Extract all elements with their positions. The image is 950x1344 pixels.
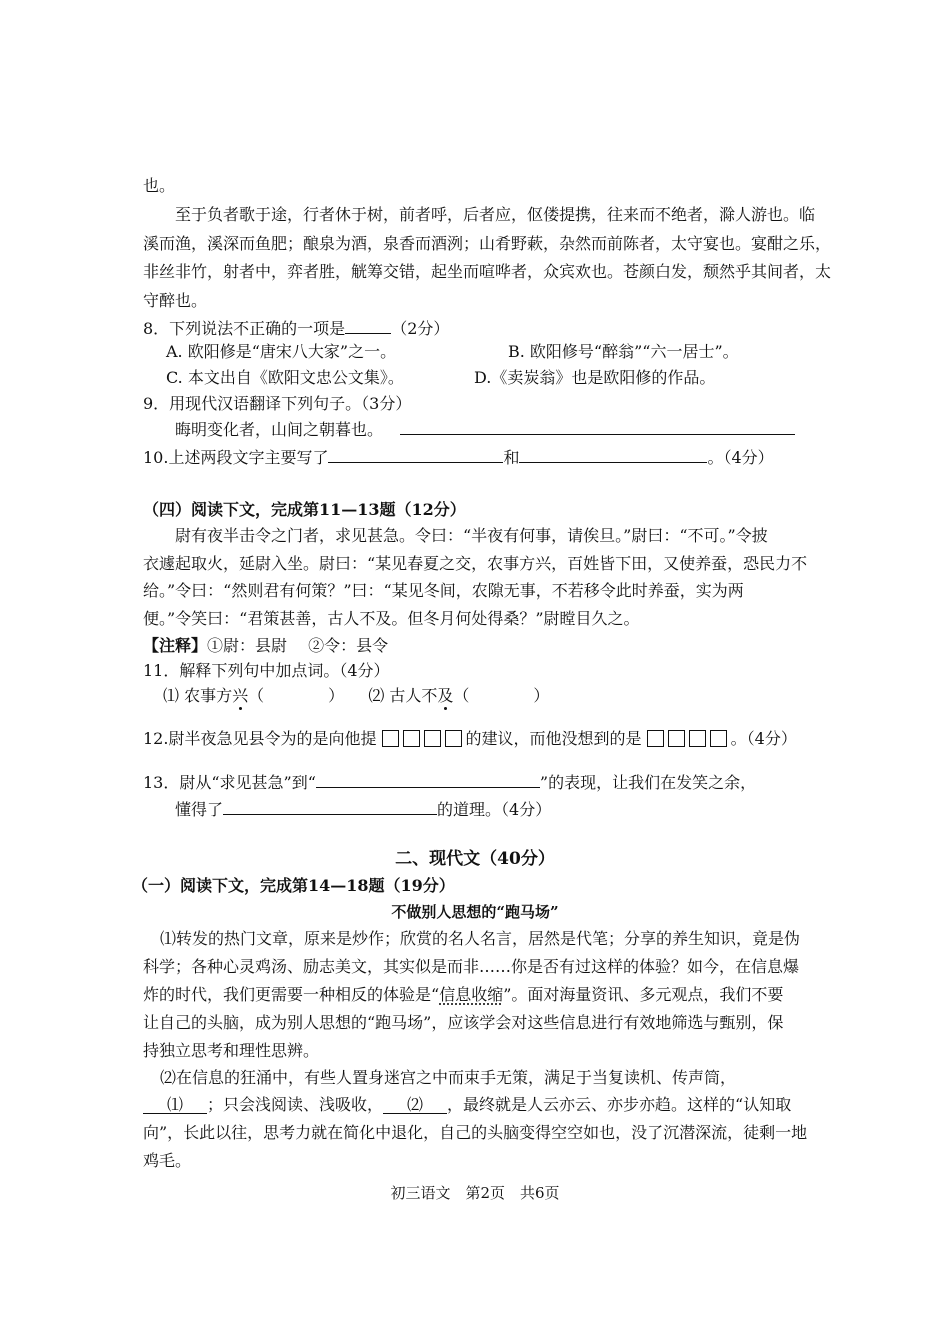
answer-box[interactable] <box>668 730 685 747</box>
answer-box[interactable] <box>647 730 664 747</box>
option-d: D.《卖炭翁》也是欧阳修的作品。 <box>474 368 716 387</box>
question-score: （2分） <box>391 319 450 338</box>
paragraph-line: ⑴转发的热门文章，原来是炒作；欣赏的名人名言，居然是代笔；分享的养生知识，竟是伪 <box>160 929 801 948</box>
passage-line: 衣遽起取火，延尉入坐。尉曰：“某见春夏之交，农事方兴，百姓皆下田，又使养蚕，恐民力不 <box>143 554 808 573</box>
translate-sentence: 晦明变化者，山间之朝暮也。 <box>175 420 384 439</box>
item-text: ⑵ 古人不 <box>368 686 438 705</box>
question-score: 。（4分） <box>730 729 797 748</box>
question-stem: 懂得了 <box>175 800 224 819</box>
part-heading: 二、现代文（40分） <box>395 849 555 869</box>
answer-box[interactable] <box>689 730 706 747</box>
article-title: 不做别人思想的“跑马场” <box>391 903 559 921</box>
answer-blank[interactable] <box>143 1095 207 1114</box>
question-stem: 10.上述两段文字主要写了 <box>143 448 329 467</box>
item-text: ⑴ 农事方 <box>163 686 233 705</box>
note-label: 【注释】 <box>143 636 208 655</box>
question-9: 9．用现代汉语翻译下列句子。（3分） <box>143 394 412 413</box>
question-12 <box>143 729 797 749</box>
answer-box[interactable] <box>445 730 462 747</box>
blank-number: ⑴ <box>166 1095 183 1114</box>
section-heading: （四）阅读下文，完成第11—13题（12分） <box>143 500 466 519</box>
answer-blank[interactable] <box>328 446 503 463</box>
question-stem: 8．下列说法不正确的一项是 <box>143 319 346 338</box>
answer-blank[interactable] <box>519 446 707 463</box>
answer-box[interactable] <box>382 730 399 747</box>
blank-number: ⑵ <box>407 1095 424 1114</box>
paragraph-line: 持独立思考和理性思辨。 <box>143 1041 320 1060</box>
passage-line: 便。”令笑曰：“君策甚善，古人不及。但冬月何处得桑？”尉瞠目久之。 <box>143 609 640 628</box>
answer-blank[interactable] <box>223 798 437 815</box>
text: ”。面对海量资讯、多元观点，我们不要 <box>503 985 784 1004</box>
question-13 <box>143 771 756 793</box>
paragraph-line: ⑵在信息的狂涌中，有些人置身迷宫之中而束手无策，满足于当复读机、传声筒， <box>160 1068 737 1087</box>
passage-line: 尉有夜半击令之门者，求见甚急。令曰：“半夜有何事，请俟旦。”尉曰：“不可。”令披 <box>175 526 768 545</box>
question-10 <box>143 446 774 468</box>
answer-bracket[interactable]: （ ） <box>248 686 345 705</box>
paragraph-line: 让自己的头脑，成为别人思想的“跑马场”，应该学会对这些信息进行有效地筛选与甄别，保 <box>143 1013 784 1032</box>
option-a: A. 欧阳修是“唐宋八大家”之一。 <box>166 342 397 361</box>
answer-box[interactable] <box>403 730 420 747</box>
answer-box[interactable] <box>424 730 441 747</box>
page-footer: 初三语文 第2页 共6页 <box>390 1184 560 1202</box>
text: 炸的时代，我们更需要一种相反的体验是“ <box>143 985 440 1004</box>
dotted-phrase: 信息收缩 <box>439 985 504 1004</box>
question-stem: 13．尉从“求见甚急”到“ <box>143 773 316 792</box>
dotted-word: 及 <box>437 686 454 705</box>
question-11-items <box>163 686 549 706</box>
question-score: 的道理。（4分） <box>437 800 552 819</box>
question-connector: 和 <box>503 448 520 467</box>
note-text: ①尉：县尉 ②令：县令 <box>207 636 389 655</box>
question-score: 。（4分） <box>707 448 774 467</box>
passage-line: 也。 <box>143 176 176 195</box>
question-13-line2 <box>175 798 551 820</box>
answer-blank[interactable] <box>345 317 391 334</box>
section-heading: （一）阅读下文，完成第14—18题（19分） <box>132 876 455 895</box>
question-stem: 的建议，而他没想到的是 <box>465 729 642 748</box>
question-stem: 12.尉半夜急见县令为的是向他提 <box>143 729 377 748</box>
option-c: C. 本文出自《欧阳文忠公文集》。 <box>166 368 404 387</box>
option-b: B. 欧阳修号“醉翁”“六一居士”。 <box>508 342 739 361</box>
paragraph-line: 科学；各种心灵鸡汤、励志美文，其实似是而非……你是否有过这样的体验？如今，在信息爆 <box>143 957 800 976</box>
passage-line: 守醉也。 <box>143 291 208 310</box>
paragraph-line: 向”，长此以往，思考力就在简化中退化，自己的头脑变得空空如也，没了沉潜深流，徒剩一地 <box>143 1123 808 1142</box>
answer-line[interactable] <box>400 434 795 435</box>
answer-bracket[interactable]: （ ） <box>453 686 550 705</box>
answer-blank[interactable] <box>316 771 540 788</box>
passage-line: 至于负者歌于途，行者休于树，前者呼，后者应，伛偻提携，往来而不绝者，滁人游也。临 <box>175 205 816 224</box>
passage-line: 溪而渔，溪深而鱼肥；酿泉为酒，泉香而酒洌；山肴野蔌，杂然而前陈者，太守宴也。宴酣之乐， <box>143 234 832 253</box>
question-8 <box>143 317 449 339</box>
paragraph-line: 鸡毛。 <box>143 1151 192 1170</box>
text: ；只会浅阅读、浅吸收， <box>207 1095 384 1114</box>
annotation-note <box>143 636 388 656</box>
question-11: 11．解释下列句中加点词。（4分） <box>143 661 390 680</box>
question-stem: ”的表现，让我们在发笑之余， <box>539 773 757 792</box>
dotted-word: 兴 <box>232 686 249 705</box>
passage-line: 非丝非竹，射者中，弈者胜，觥筹交错，起坐而喧哗者，众宾欢也。苍颜白发，颓然乎其间者，太 <box>143 262 832 281</box>
answer-box[interactable] <box>710 730 727 747</box>
passage-line: 给。”令曰：“然则君有何策？”曰：“某见冬间，农隙无事，不若移令此时养蚕，实为两 <box>143 581 744 600</box>
paragraph-line <box>143 985 783 1005</box>
answer-blank[interactable] <box>383 1095 447 1114</box>
paragraph-line <box>143 1095 791 1115</box>
text: ，最终就是人云亦云、亦步亦趋。这样的“认知取 <box>447 1095 792 1114</box>
